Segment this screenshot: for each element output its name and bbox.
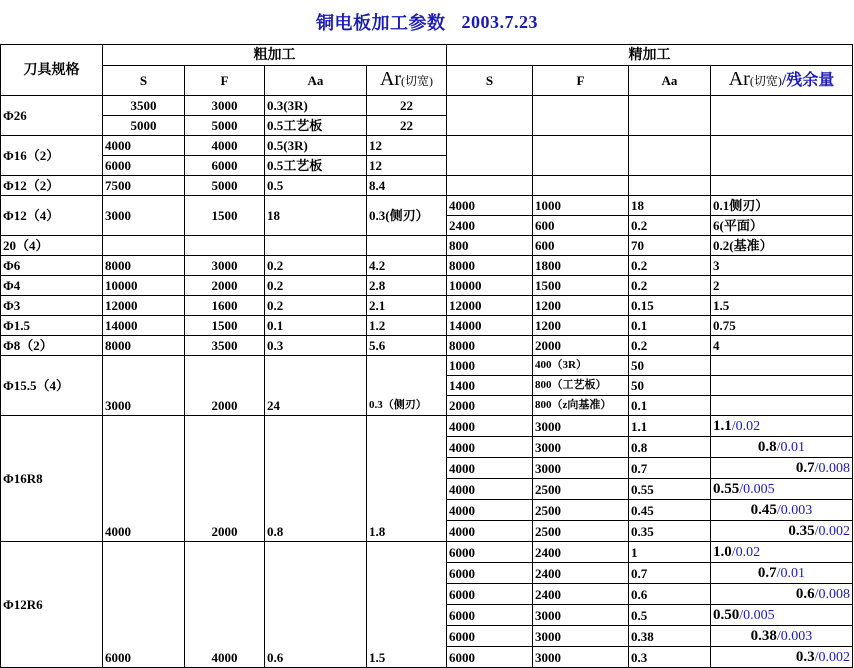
cell: 3000 bbox=[533, 626, 629, 647]
cell: 50 bbox=[629, 376, 711, 396]
tool-cell: Φ16（2） bbox=[1, 136, 103, 176]
cell: 3000 bbox=[103, 196, 185, 236]
cell: 6000 bbox=[447, 542, 533, 563]
table-row bbox=[1, 196, 853, 216]
ar-symbol: Ar bbox=[379, 68, 402, 90]
cell: 0.55 bbox=[713, 481, 740, 497]
ar-note: (切宽) bbox=[401, 74, 434, 88]
cell: 6000 bbox=[447, 563, 533, 584]
cell: 4 bbox=[711, 336, 853, 356]
cell: 1500 bbox=[533, 276, 629, 296]
cell: /0.02 bbox=[731, 545, 761, 560]
cell: 10000 bbox=[447, 276, 533, 296]
cell: 1.2 bbox=[367, 316, 447, 336]
cell: 8000 bbox=[103, 256, 185, 276]
cell: 1 bbox=[629, 542, 711, 563]
cell: /0.002 bbox=[814, 524, 850, 539]
cell: 2500 bbox=[533, 521, 629, 542]
cell: 0.5工艺板 bbox=[265, 156, 367, 176]
cell: 0.2 bbox=[265, 296, 367, 316]
cell: 0.1侧刃） bbox=[711, 196, 853, 216]
cell: 2000 bbox=[185, 356, 265, 416]
cell: 2000 bbox=[185, 276, 265, 296]
cell: 0.3（侧刃） bbox=[367, 356, 447, 416]
cell: 4000 bbox=[447, 458, 533, 479]
header-finish: 精加工 bbox=[447, 45, 853, 66]
tool-cell: Φ16R8 bbox=[1, 416, 103, 542]
table-row bbox=[1, 356, 853, 376]
cell: 0.3 bbox=[629, 647, 711, 668]
cell: 3500 bbox=[185, 336, 265, 356]
cell: 0.6 bbox=[795, 586, 815, 602]
header-finish-aa: Aa bbox=[629, 66, 711, 96]
cell: 2000 bbox=[533, 336, 629, 356]
table-row bbox=[1, 256, 853, 276]
cell bbox=[367, 236, 447, 256]
residual-cell bbox=[711, 542, 853, 563]
cell bbox=[447, 176, 533, 196]
table-row bbox=[1, 236, 853, 256]
cell bbox=[533, 136, 629, 176]
cell: 5000 bbox=[185, 176, 265, 196]
cell: 1.0 bbox=[713, 544, 732, 560]
cell: 0.5(3R) bbox=[265, 136, 367, 156]
residual-label: /残余量 bbox=[781, 72, 835, 89]
cell: 1800 bbox=[533, 256, 629, 276]
cell: 2000 bbox=[185, 416, 265, 542]
cell: 6000 bbox=[447, 605, 533, 626]
cell: 0.5工艺板 bbox=[265, 116, 367, 136]
cell: 1000 bbox=[447, 356, 533, 376]
cell: /0.008 bbox=[814, 587, 850, 602]
cell: 2400 bbox=[533, 542, 629, 563]
cell: 4000 bbox=[447, 521, 533, 542]
table-row bbox=[1, 96, 853, 116]
cell: 800 bbox=[447, 236, 533, 256]
cell: 10000 bbox=[103, 276, 185, 296]
residual-cell bbox=[711, 437, 853, 458]
cell: 3000 bbox=[533, 647, 629, 668]
header-rough-s: S bbox=[103, 66, 185, 96]
cell: 3000 bbox=[533, 458, 629, 479]
cell: 2400 bbox=[533, 563, 629, 584]
cell: 0.45 bbox=[750, 502, 777, 518]
cell: 3000 bbox=[103, 356, 185, 416]
cell: 0.2 bbox=[265, 276, 367, 296]
tool-cell: Φ26 bbox=[1, 96, 103, 136]
cell: 1400 bbox=[447, 376, 533, 396]
cell: 22 bbox=[367, 116, 447, 136]
cell: 8000 bbox=[447, 336, 533, 356]
cell: 2.8 bbox=[367, 276, 447, 296]
table-row bbox=[1, 176, 853, 196]
header-tool: 刀具规格 bbox=[1, 45, 103, 96]
cell: 0.3 bbox=[265, 336, 367, 356]
cell: 2400 bbox=[447, 216, 533, 236]
tool-cell: Φ15.5（4） bbox=[1, 356, 103, 416]
residual-cell bbox=[711, 458, 853, 479]
cell: 0.1 bbox=[629, 396, 711, 416]
cell: 0.3(3R) bbox=[265, 96, 367, 116]
cell: 0.5 bbox=[629, 605, 711, 626]
cell: 600 bbox=[533, 236, 629, 256]
cell: 0.7 bbox=[795, 460, 815, 476]
cell: 12 bbox=[367, 136, 447, 156]
cell: 1000 bbox=[533, 196, 629, 216]
cell bbox=[265, 236, 367, 256]
cell: 6000 bbox=[447, 626, 533, 647]
cell: 2.1 bbox=[367, 296, 447, 316]
page-title bbox=[0, 0, 854, 44]
tool-cell: Φ12（2） bbox=[1, 176, 103, 196]
cell: 0.2(基准） bbox=[711, 236, 853, 256]
cell: 6000 bbox=[103, 542, 185, 668]
cell: 3000 bbox=[185, 96, 265, 116]
cell: 0.15 bbox=[629, 296, 711, 316]
cell: 2000 bbox=[447, 396, 533, 416]
cell: 0.7 bbox=[757, 565, 777, 581]
cell: 0.6 bbox=[265, 542, 367, 668]
residual-cell bbox=[711, 521, 853, 542]
cell: 12 bbox=[367, 156, 447, 176]
cell: 18 bbox=[265, 196, 367, 236]
cell: 0.2 bbox=[265, 256, 367, 276]
tool-cell: Φ12R6 bbox=[1, 542, 103, 668]
title-text: 铜电板加工参数 bbox=[316, 13, 446, 33]
cell: /0.01 bbox=[776, 566, 806, 581]
cell: 2 bbox=[711, 276, 853, 296]
cell: 0.2 bbox=[629, 276, 711, 296]
cell: /0.003 bbox=[776, 629, 813, 644]
residual-cell bbox=[711, 605, 853, 626]
cell: 4000 bbox=[103, 416, 185, 542]
cell bbox=[711, 376, 853, 396]
table-row bbox=[1, 276, 853, 296]
cell: 6(平面） bbox=[711, 216, 853, 236]
cell: 800（工艺板） bbox=[533, 376, 629, 396]
ar-symbol: Ar bbox=[728, 68, 750, 90]
cell: 4000 bbox=[447, 500, 533, 521]
cell: 1.8 bbox=[367, 416, 447, 542]
cell: 0.35 bbox=[788, 523, 815, 539]
cell: 5000 bbox=[185, 116, 265, 136]
cell: 0.3(侧刃） bbox=[367, 196, 447, 236]
cell: /0.005 bbox=[739, 608, 775, 623]
cell: 4000 bbox=[447, 416, 533, 437]
residual-cell bbox=[711, 647, 853, 668]
cell bbox=[533, 176, 629, 196]
cell: 0.2 bbox=[629, 336, 711, 356]
header-finish-s: S bbox=[447, 66, 533, 96]
cell: 14000 bbox=[447, 316, 533, 336]
cell: 18 bbox=[629, 196, 711, 216]
cell: 400（3R） bbox=[533, 356, 629, 376]
cell: 3000 bbox=[533, 437, 629, 458]
cell bbox=[629, 136, 711, 176]
cell bbox=[711, 136, 853, 176]
header-rough-f: F bbox=[185, 66, 265, 96]
cell: 0.2 bbox=[629, 216, 711, 236]
header-rough: 粗加工 bbox=[103, 45, 447, 66]
cell: 0.2 bbox=[629, 256, 711, 276]
tool-cell: Φ3 bbox=[1, 296, 103, 316]
tool-cell: Φ6 bbox=[1, 256, 103, 276]
cell: 8.4 bbox=[367, 176, 447, 196]
cell: 2500 bbox=[533, 500, 629, 521]
cell: 1.5 bbox=[367, 542, 447, 668]
cell: 4000 bbox=[103, 136, 185, 156]
cell: 6000 bbox=[447, 584, 533, 605]
cell: 6000 bbox=[103, 156, 185, 176]
cell: 0.8 bbox=[757, 439, 777, 455]
cell: 2400 bbox=[533, 584, 629, 605]
cell: /0.01 bbox=[776, 440, 806, 455]
cell bbox=[533, 96, 629, 136]
cell: 12000 bbox=[447, 296, 533, 316]
cell: 22 bbox=[367, 96, 447, 116]
cell bbox=[185, 236, 265, 256]
cell: 0.38 bbox=[629, 626, 711, 647]
residual-cell bbox=[711, 416, 853, 437]
cell: 0.55 bbox=[629, 479, 711, 500]
cell: 0.6 bbox=[629, 584, 711, 605]
table-row bbox=[1, 296, 853, 316]
header-finish-ar bbox=[711, 66, 853, 96]
tool-cell: Φ4 bbox=[1, 276, 103, 296]
cell: 800（z向基准） bbox=[533, 396, 629, 416]
cell: 0.8 bbox=[629, 437, 711, 458]
cell bbox=[447, 96, 533, 136]
table-row bbox=[1, 316, 853, 336]
cell: 3000 bbox=[533, 416, 629, 437]
cell: 5.6 bbox=[367, 336, 447, 356]
cell bbox=[629, 176, 711, 196]
cell: /0.008 bbox=[814, 461, 850, 476]
residual-cell bbox=[711, 563, 853, 584]
cell: 4000 bbox=[447, 479, 533, 500]
cell: 0.5 bbox=[265, 176, 367, 196]
cell: 8000 bbox=[447, 256, 533, 276]
header-rough-aa: Aa bbox=[265, 66, 367, 96]
cell: 1200 bbox=[533, 296, 629, 316]
tool-cell: Φ8（2） bbox=[1, 336, 103, 356]
cell: 1500 bbox=[185, 316, 265, 336]
cell bbox=[629, 96, 711, 136]
residual-cell bbox=[711, 500, 853, 521]
header-rough-ar bbox=[367, 66, 447, 96]
cell bbox=[711, 176, 853, 196]
cell: 70 bbox=[629, 236, 711, 256]
cell bbox=[711, 356, 853, 376]
ar-note: (切宽) bbox=[749, 74, 782, 88]
cell: 4000 bbox=[447, 196, 533, 216]
cell: 4000 bbox=[185, 136, 265, 156]
cell: 0.1 bbox=[629, 316, 711, 336]
cell: 3 bbox=[711, 256, 853, 276]
cell bbox=[711, 396, 853, 416]
cell: 24 bbox=[265, 356, 367, 416]
tool-cell: 20（4） bbox=[1, 236, 103, 256]
cell bbox=[447, 136, 533, 176]
residual-cell bbox=[711, 584, 853, 605]
table-row bbox=[1, 416, 853, 437]
cell: /0.02 bbox=[731, 419, 761, 434]
cell: 0.50 bbox=[713, 607, 740, 623]
cell bbox=[103, 236, 185, 256]
cell: 0.3 bbox=[795, 649, 815, 665]
tool-cell: Φ12（4） bbox=[1, 196, 103, 236]
parameter-table bbox=[0, 44, 853, 668]
cell: 0.1 bbox=[265, 316, 367, 336]
cell: 0.45 bbox=[629, 500, 711, 521]
header-finish-f: F bbox=[533, 66, 629, 96]
table-row bbox=[1, 336, 853, 356]
tool-cell: Φ1.5 bbox=[1, 316, 103, 336]
cell: 50 bbox=[629, 356, 711, 376]
table-row bbox=[1, 136, 853, 156]
cell: /0.005 bbox=[739, 482, 775, 497]
cell: 0.7 bbox=[629, 563, 711, 584]
cell: 3000 bbox=[185, 256, 265, 276]
cell: 6000 bbox=[185, 156, 265, 176]
cell: 4000 bbox=[447, 437, 533, 458]
cell: 0.38 bbox=[750, 628, 777, 644]
cell: 1500 bbox=[185, 196, 265, 236]
cell: 3000 bbox=[533, 605, 629, 626]
cell: 0.75 bbox=[711, 316, 853, 336]
title-date: 2003.7.23 bbox=[461, 11, 538, 32]
cell: 4000 bbox=[185, 542, 265, 668]
cell: 1.5 bbox=[711, 296, 853, 316]
cell: 1600 bbox=[185, 296, 265, 316]
cell: 6000 bbox=[447, 647, 533, 668]
cell: 2500 bbox=[533, 479, 629, 500]
cell: 5000 bbox=[103, 116, 185, 136]
cell: 0.35 bbox=[629, 521, 711, 542]
cell: 12000 bbox=[103, 296, 185, 316]
cell: 1200 bbox=[533, 316, 629, 336]
cell: 1.1 bbox=[629, 416, 711, 437]
cell: 600 bbox=[533, 216, 629, 236]
cell: 14000 bbox=[103, 316, 185, 336]
residual-cell bbox=[711, 626, 853, 647]
cell bbox=[711, 96, 853, 136]
cell: 0.8 bbox=[265, 416, 367, 542]
cell: 3500 bbox=[103, 96, 185, 116]
cell: 0.7 bbox=[629, 458, 711, 479]
table-row bbox=[1, 542, 853, 563]
cell: /0.002 bbox=[814, 650, 850, 665]
cell: 8000 bbox=[103, 336, 185, 356]
cell: 4.2 bbox=[367, 256, 447, 276]
cell: 1.1 bbox=[713, 418, 732, 434]
residual-cell bbox=[711, 479, 853, 500]
cell: /0.003 bbox=[776, 503, 813, 518]
cell: 7500 bbox=[103, 176, 185, 196]
